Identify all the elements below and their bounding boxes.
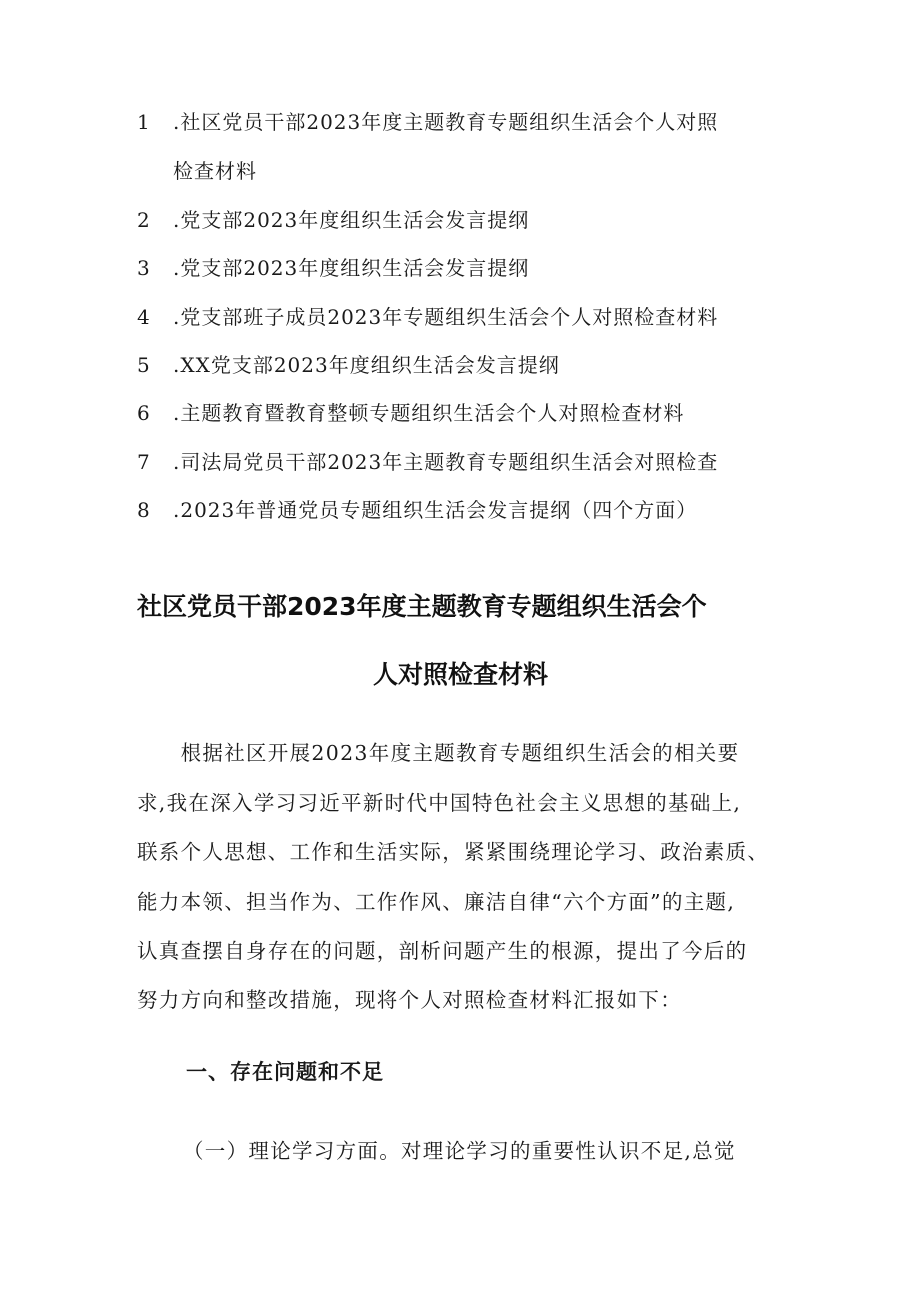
toc-item-1-continuation: 检查材料 bbox=[173, 159, 257, 183]
toc-item-text: .2023年普通党员专题组织生活会发言提纲（四个方面） bbox=[173, 498, 698, 522]
toc-item-1 bbox=[137, 108, 718, 136]
toc-item-number: 8 bbox=[137, 498, 151, 522]
toc-item-7 bbox=[137, 448, 718, 476]
toc-item-number: 7 bbox=[137, 450, 151, 474]
subsection-first-line: （一）理论学习方面。对理论学习的重要性认识不足,总觉 bbox=[183, 1139, 736, 1163]
toc-item-5 bbox=[137, 351, 560, 379]
document-title-line-2: 人对照检查材料 bbox=[373, 660, 549, 689]
toc-item-number: 1 bbox=[137, 110, 151, 134]
document-title-line-1: 社区党员干部2023年度主题教育专题组织生活会个 bbox=[137, 592, 707, 621]
section-heading: 一、存在问题和不足 bbox=[186, 1060, 384, 1084]
toc-item-text: .司法局党员干部2023年主题教育专题组织生活会对照检查 bbox=[173, 450, 719, 474]
toc-item-number: 4 bbox=[137, 305, 151, 329]
paragraph-line: 能力本领、担当作为、工作作风、廉洁自律“六个方面”的主题, bbox=[137, 890, 736, 914]
toc-item-number: 2 bbox=[137, 208, 151, 232]
toc-item-text: .党支部班子成员2023年专题组织生活会个人对照检查材料 bbox=[173, 305, 719, 329]
toc-item-text: .党支部2023年度组织生活会发言提纲 bbox=[173, 208, 530, 232]
toc-item-2 bbox=[137, 206, 529, 234]
toc-item-6 bbox=[137, 399, 684, 427]
toc-item-text: .XX党支部2023年度组织生活会发言提纲 bbox=[173, 353, 560, 377]
toc-item-text: .党支部2023年度组织生活会发言提纲 bbox=[173, 256, 530, 280]
toc-item-4 bbox=[137, 303, 718, 331]
toc-item-number: 5 bbox=[137, 353, 151, 377]
paragraph-line: 求,我在深入学习习近平新时代中国特色社会主义思想的基础上, bbox=[137, 791, 742, 815]
toc-item-3 bbox=[137, 254, 529, 282]
paragraph-line: 根据社区开展2023年度主题教育专题组织生活会的相关要 bbox=[137, 741, 740, 765]
toc-item-number: 3 bbox=[137, 256, 151, 280]
paragraph-line: 认真查摆自身存在的问题，剖析问题产生的根源，提出了今后的 bbox=[137, 939, 748, 963]
toc-item-number: 6 bbox=[137, 401, 151, 425]
toc-item-text: .主题教育暨教育整顿专题组织生活会个人对照检查材料 bbox=[173, 401, 685, 425]
toc-item-text: .社区党员干部2023年度主题教育专题组织生活会个人对照 bbox=[173, 110, 719, 134]
toc-item-8 bbox=[137, 496, 697, 524]
paragraph-line: 联系个人思想、工作和生活实际，紧紧围绕理论学习、政治素质、 bbox=[137, 840, 770, 864]
paragraph-line: 努力方向和整改措施，现将个人对照检查材料汇报如下： bbox=[137, 988, 682, 1012]
